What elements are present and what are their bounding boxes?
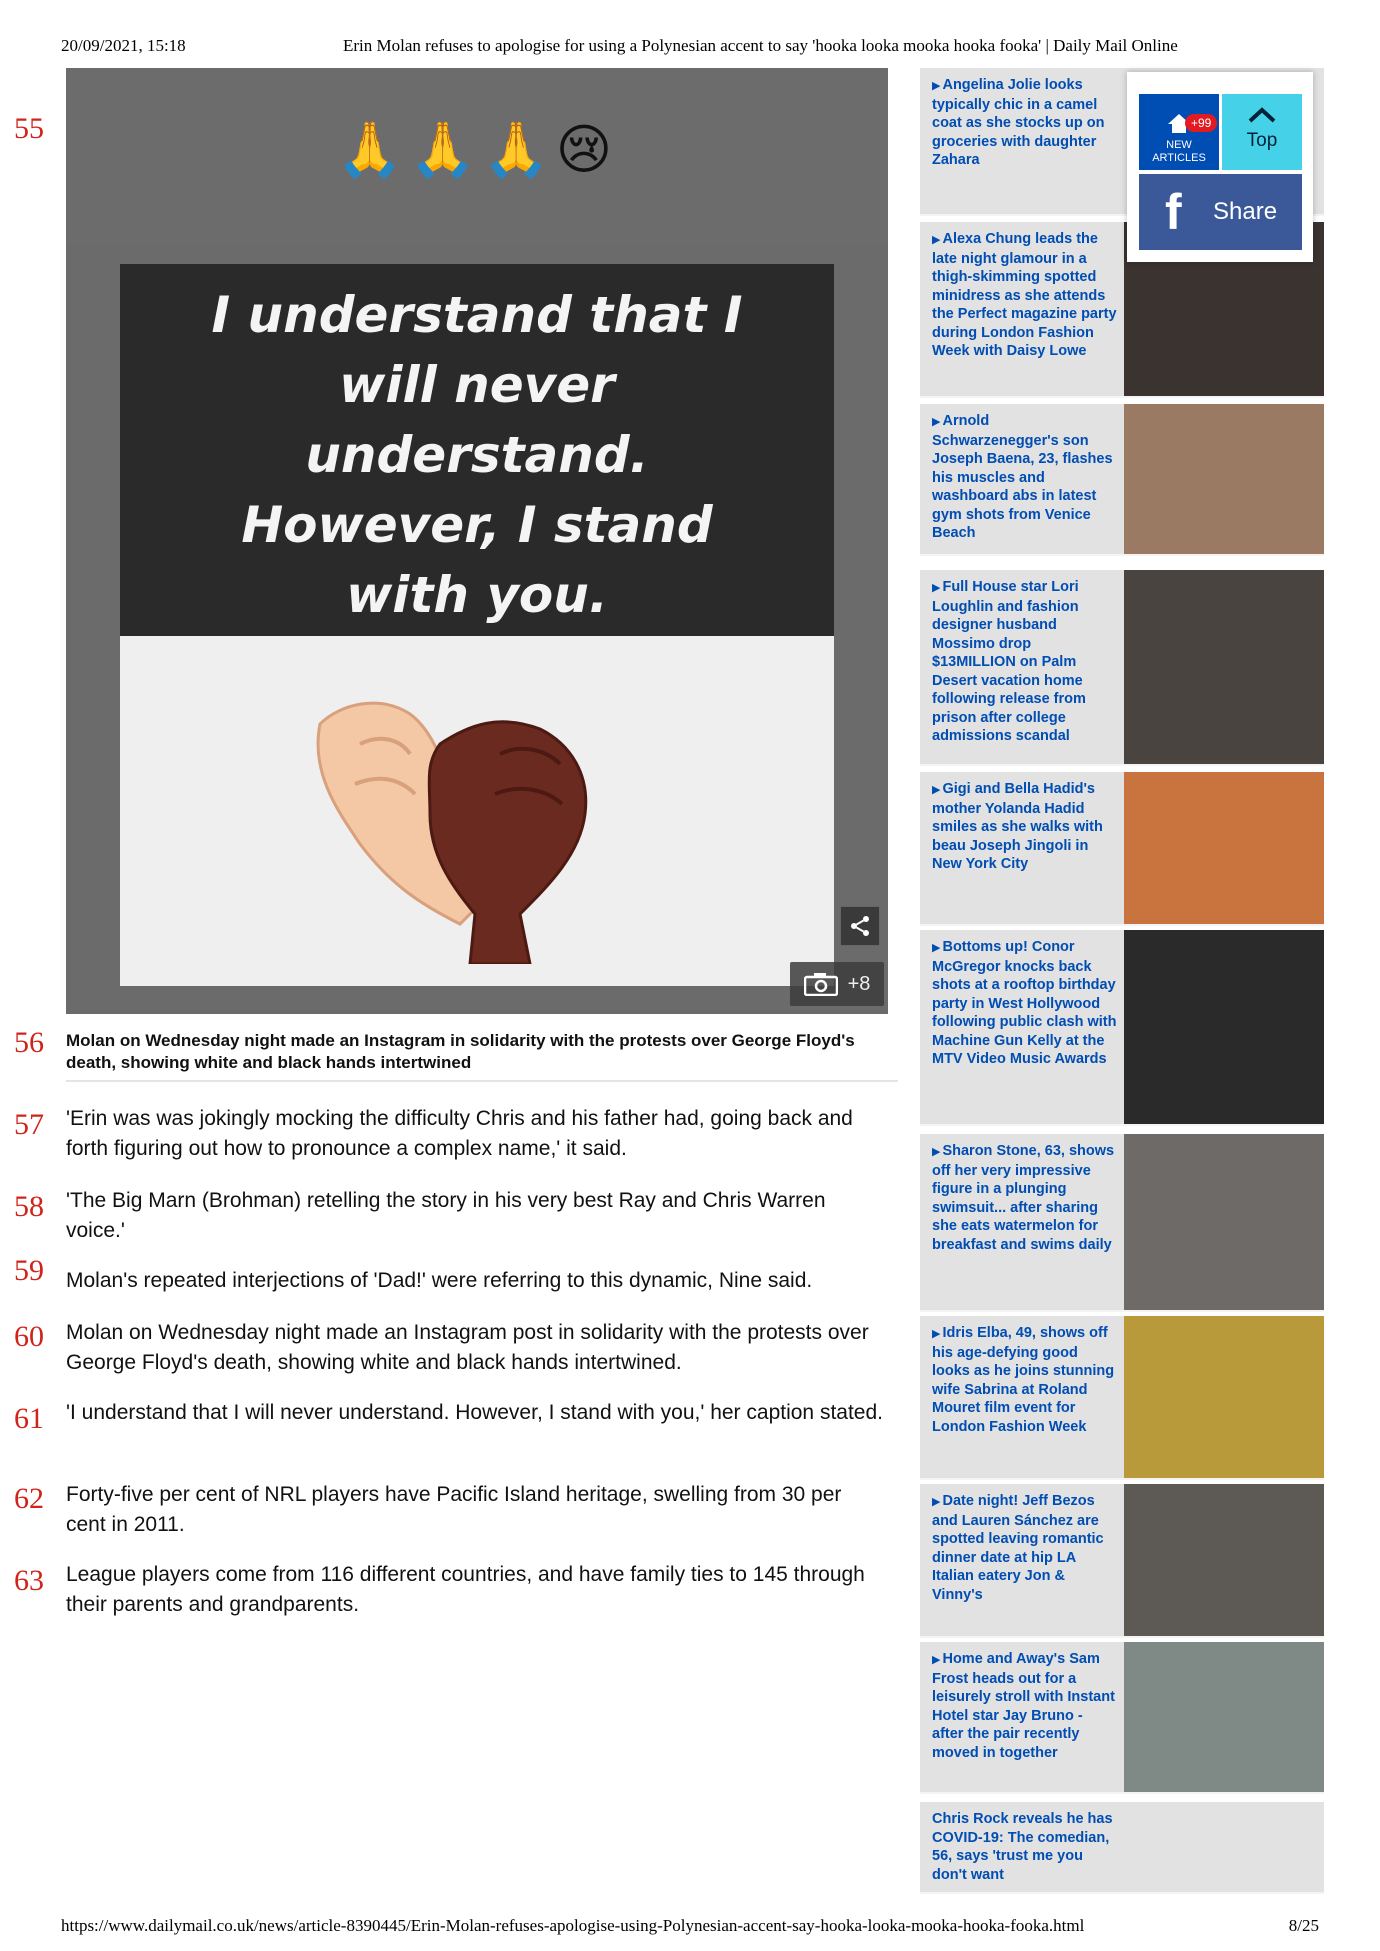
sidebar-thumbnail[interactable]	[1124, 930, 1324, 1124]
print-page-number: 8/25	[1288, 1916, 1319, 1935]
sidebar-article[interactable]	[920, 404, 1324, 556]
sidebar-article-headline[interactable]: ▶ Bottoms up! Conor McGregor knocks back shots at a rooftop birthday party in West Hollywood following public clash with Machine Gun Kelly at the MTV Video Music Awards	[932, 939, 1117, 1067]
sidebar-thumbnail[interactable]	[1124, 570, 1324, 764]
line-number: 55	[14, 112, 44, 145]
sidebar-article[interactable]	[920, 1484, 1324, 1638]
sidebar-article-headline[interactable]: ▶ Gigi and Bella Hadid's mother Yolanda Hadid smiles as she walks with beau Joseph Jingoli in New York City	[932, 781, 1103, 872]
image-top-band	[66, 68, 888, 244]
facebook-icon: f	[1165, 184, 1182, 240]
facebook-share-button[interactable]	[1139, 174, 1302, 250]
gallery-count: +8	[847, 972, 871, 995]
new-count-badge: +99	[1185, 114, 1217, 132]
sidebar-article[interactable]	[920, 570, 1324, 766]
triangle-right-icon: ▶	[932, 582, 941, 594]
new-articles-button[interactable]	[1139, 94, 1219, 170]
triangle-right-icon: ▶	[932, 416, 941, 428]
intertwined-hands-illustration	[300, 684, 620, 964]
print-url: https://www.dailymail.co.uk/news/article-8390445/Erin-Molan-refuses-apologise-using-Polynesian-accent-say-hooka-looka-mooka-hooka-fooka.html	[61, 1916, 1085, 1935]
line-number: 61	[14, 1402, 44, 1435]
gallery-button[interactable]	[790, 962, 884, 1006]
floating-nav-widget	[1127, 72, 1313, 262]
article-paragraph: Molan on Wednesday night made an Instagram post in solidarity with the protests over George Floyd's death, showing white and black hands intertwined.	[66, 1321, 869, 1374]
article-paragraph: Molan's repeated interjections of 'Dad!' were referring to this dynamic, Nine said.	[66, 1269, 813, 1292]
line-number: 56	[14, 1026, 44, 1059]
new-articles-label: NEW ARTICLES	[1152, 139, 1206, 164]
sidebar-thumbnail[interactable]	[1124, 404, 1324, 554]
sidebar-article[interactable]	[920, 772, 1324, 926]
line-number: 60	[14, 1320, 44, 1353]
line-number: 59	[14, 1254, 44, 1287]
quote-line: understand.	[305, 426, 649, 484]
triangle-right-icon: ▶	[932, 784, 941, 796]
sidebar-article-headline[interactable]: ▶ Sharon Stone, 63, shows off her very impressive figure in a plunging swimsuit... after sharing she eats watermelon for breakfast and swims daily	[932, 1143, 1115, 1253]
sidebar-thumbnail[interactable]	[1124, 772, 1324, 924]
article-paragraph: 'The Big Marn (Brohman) retelling the story in his very best Ray and Chris Warren voice.'	[66, 1189, 826, 1242]
print-header	[0, 36, 1380, 58]
print-title: Erin Molan refuses to apologise for using a Polynesian accent to say 'hooka looka mooka hooka fooka' | Daily Mail Online	[343, 36, 1178, 55]
camera-icon	[804, 972, 838, 996]
quote-line: However, I stand	[241, 496, 713, 554]
sidebar-article[interactable]	[920, 1642, 1324, 1794]
article-paragraph: 'I understand that I will never understand. However, I stand with you,' her caption stated.	[66, 1401, 883, 1424]
share-label: Share	[1213, 198, 1278, 225]
sidebar-article-headline[interactable]: ▶ Angelina Jolie looks typically chic in a camel coat as she stocks up on groceries with daughter Zahara	[932, 77, 1105, 168]
sidebar-article-headline[interactable]: ▶ Idris Elba, 49, shows off his age-defying good looks as he joins stunning wife Sabrina at Roland Mouret film event for London Fashion Week	[932, 1325, 1115, 1435]
line-number: 63	[14, 1564, 44, 1597]
triangle-right-icon: ▶	[932, 1654, 941, 1666]
chevron-up-icon	[1247, 106, 1277, 124]
print-footer	[0, 1916, 1380, 1938]
quote-card	[120, 264, 834, 986]
triangle-right-icon: ▶	[932, 1496, 941, 1508]
sidebar-article-headline[interactable]: ▶ Alexa Chung leads the late night glamour in a thigh-skimming spotted minidress as she attends the Perfect magazine party during London Fashion Week with Daisy Lowe	[932, 231, 1117, 359]
article-paragraph: Forty-five per cent of NRL players have Pacific Island heritage, swelling from 30 per cent in 2011.	[66, 1483, 842, 1536]
print-date: 20/09/2021, 15:18	[61, 36, 186, 55]
sidebar-article[interactable]	[920, 1134, 1324, 1312]
sidebar-article[interactable]	[920, 930, 1324, 1126]
article-paragraph: League players come from 116 different countries, and have family ties to 145 through their parents and grandparents.	[66, 1563, 865, 1616]
triangle-right-icon: ▶	[932, 80, 941, 92]
line-number: 57	[14, 1108, 44, 1141]
emoji-row: 🙏🙏🙏😢	[336, 120, 619, 180]
share-button[interactable]	[840, 906, 880, 946]
sidebar-thumbnail[interactable]	[1124, 1316, 1324, 1478]
article-main-image[interactable]	[66, 68, 888, 1014]
triangle-right-icon: ▶	[932, 1146, 941, 1158]
triangle-right-icon: ▶	[932, 234, 941, 246]
quote-line: with you.	[346, 566, 608, 624]
image-caption: Molan on Wednesday night made an Instagram in solidarity with the protests over George Floyd's death, showing white and black hands intertwined	[66, 1031, 855, 1072]
line-number: 58	[14, 1190, 44, 1223]
quote-text-block	[120, 264, 834, 636]
quote-line: I understand that I	[211, 286, 743, 344]
sidebar-thumbnail[interactable]	[1124, 1642, 1324, 1792]
sidebar-article-headline[interactable]: ▶ Home and Away's Sam Frost heads out for a leisurely stroll with Instant Hotel star Jay Bruno - after the pair recently moved in together	[932, 1651, 1115, 1761]
line-number: 62	[14, 1482, 44, 1515]
top-label: Top	[1246, 130, 1278, 151]
sidebar-article-headline[interactable]: Chris Rock reveals he has COVID-19: The comedian, 56, says 'trust me you don't want	[932, 1811, 1113, 1883]
triangle-right-icon: ▶	[932, 1328, 941, 1340]
sidebar-article-headline[interactable]: ▶ Full House star Lori Loughlin and fashion designer husband Mossimo drop $13MILLION on Palm Desert vacation home following release from prison after college admissions scandal	[932, 579, 1086, 744]
share-icon	[848, 914, 872, 938]
sidebar-thumbnail[interactable]	[1124, 1484, 1324, 1636]
sidebar-article[interactable]	[920, 1316, 1324, 1480]
triangle-right-icon: ▶	[932, 942, 941, 954]
sidebar-article-headline[interactable]: ▶ Date night! Jeff Bezos and Lauren Sánchez are spotted leaving romantic dinner date at hip LA Italian eatery Jon & Vinny's	[932, 1493, 1104, 1603]
back-to-top-button[interactable]	[1222, 94, 1302, 170]
sidebar-article[interactable]	[920, 1802, 1324, 1894]
caption-divider	[66, 1080, 898, 1082]
article-paragraph: 'Erin was was jokingly mocking the difficulty Chris and his father had, going back and forth figuring out how to pronounce a complex name,' it said.	[66, 1107, 853, 1160]
sidebar-thumbnail[interactable]	[1124, 1134, 1324, 1310]
quote-line: will never	[339, 356, 615, 414]
sidebar-article-headline[interactable]: ▶ Arnold Schwarzenegger's son Joseph Baena, 23, flashes his muscles and washboard abs in latest gym shots from Venice Beach	[932, 413, 1113, 541]
